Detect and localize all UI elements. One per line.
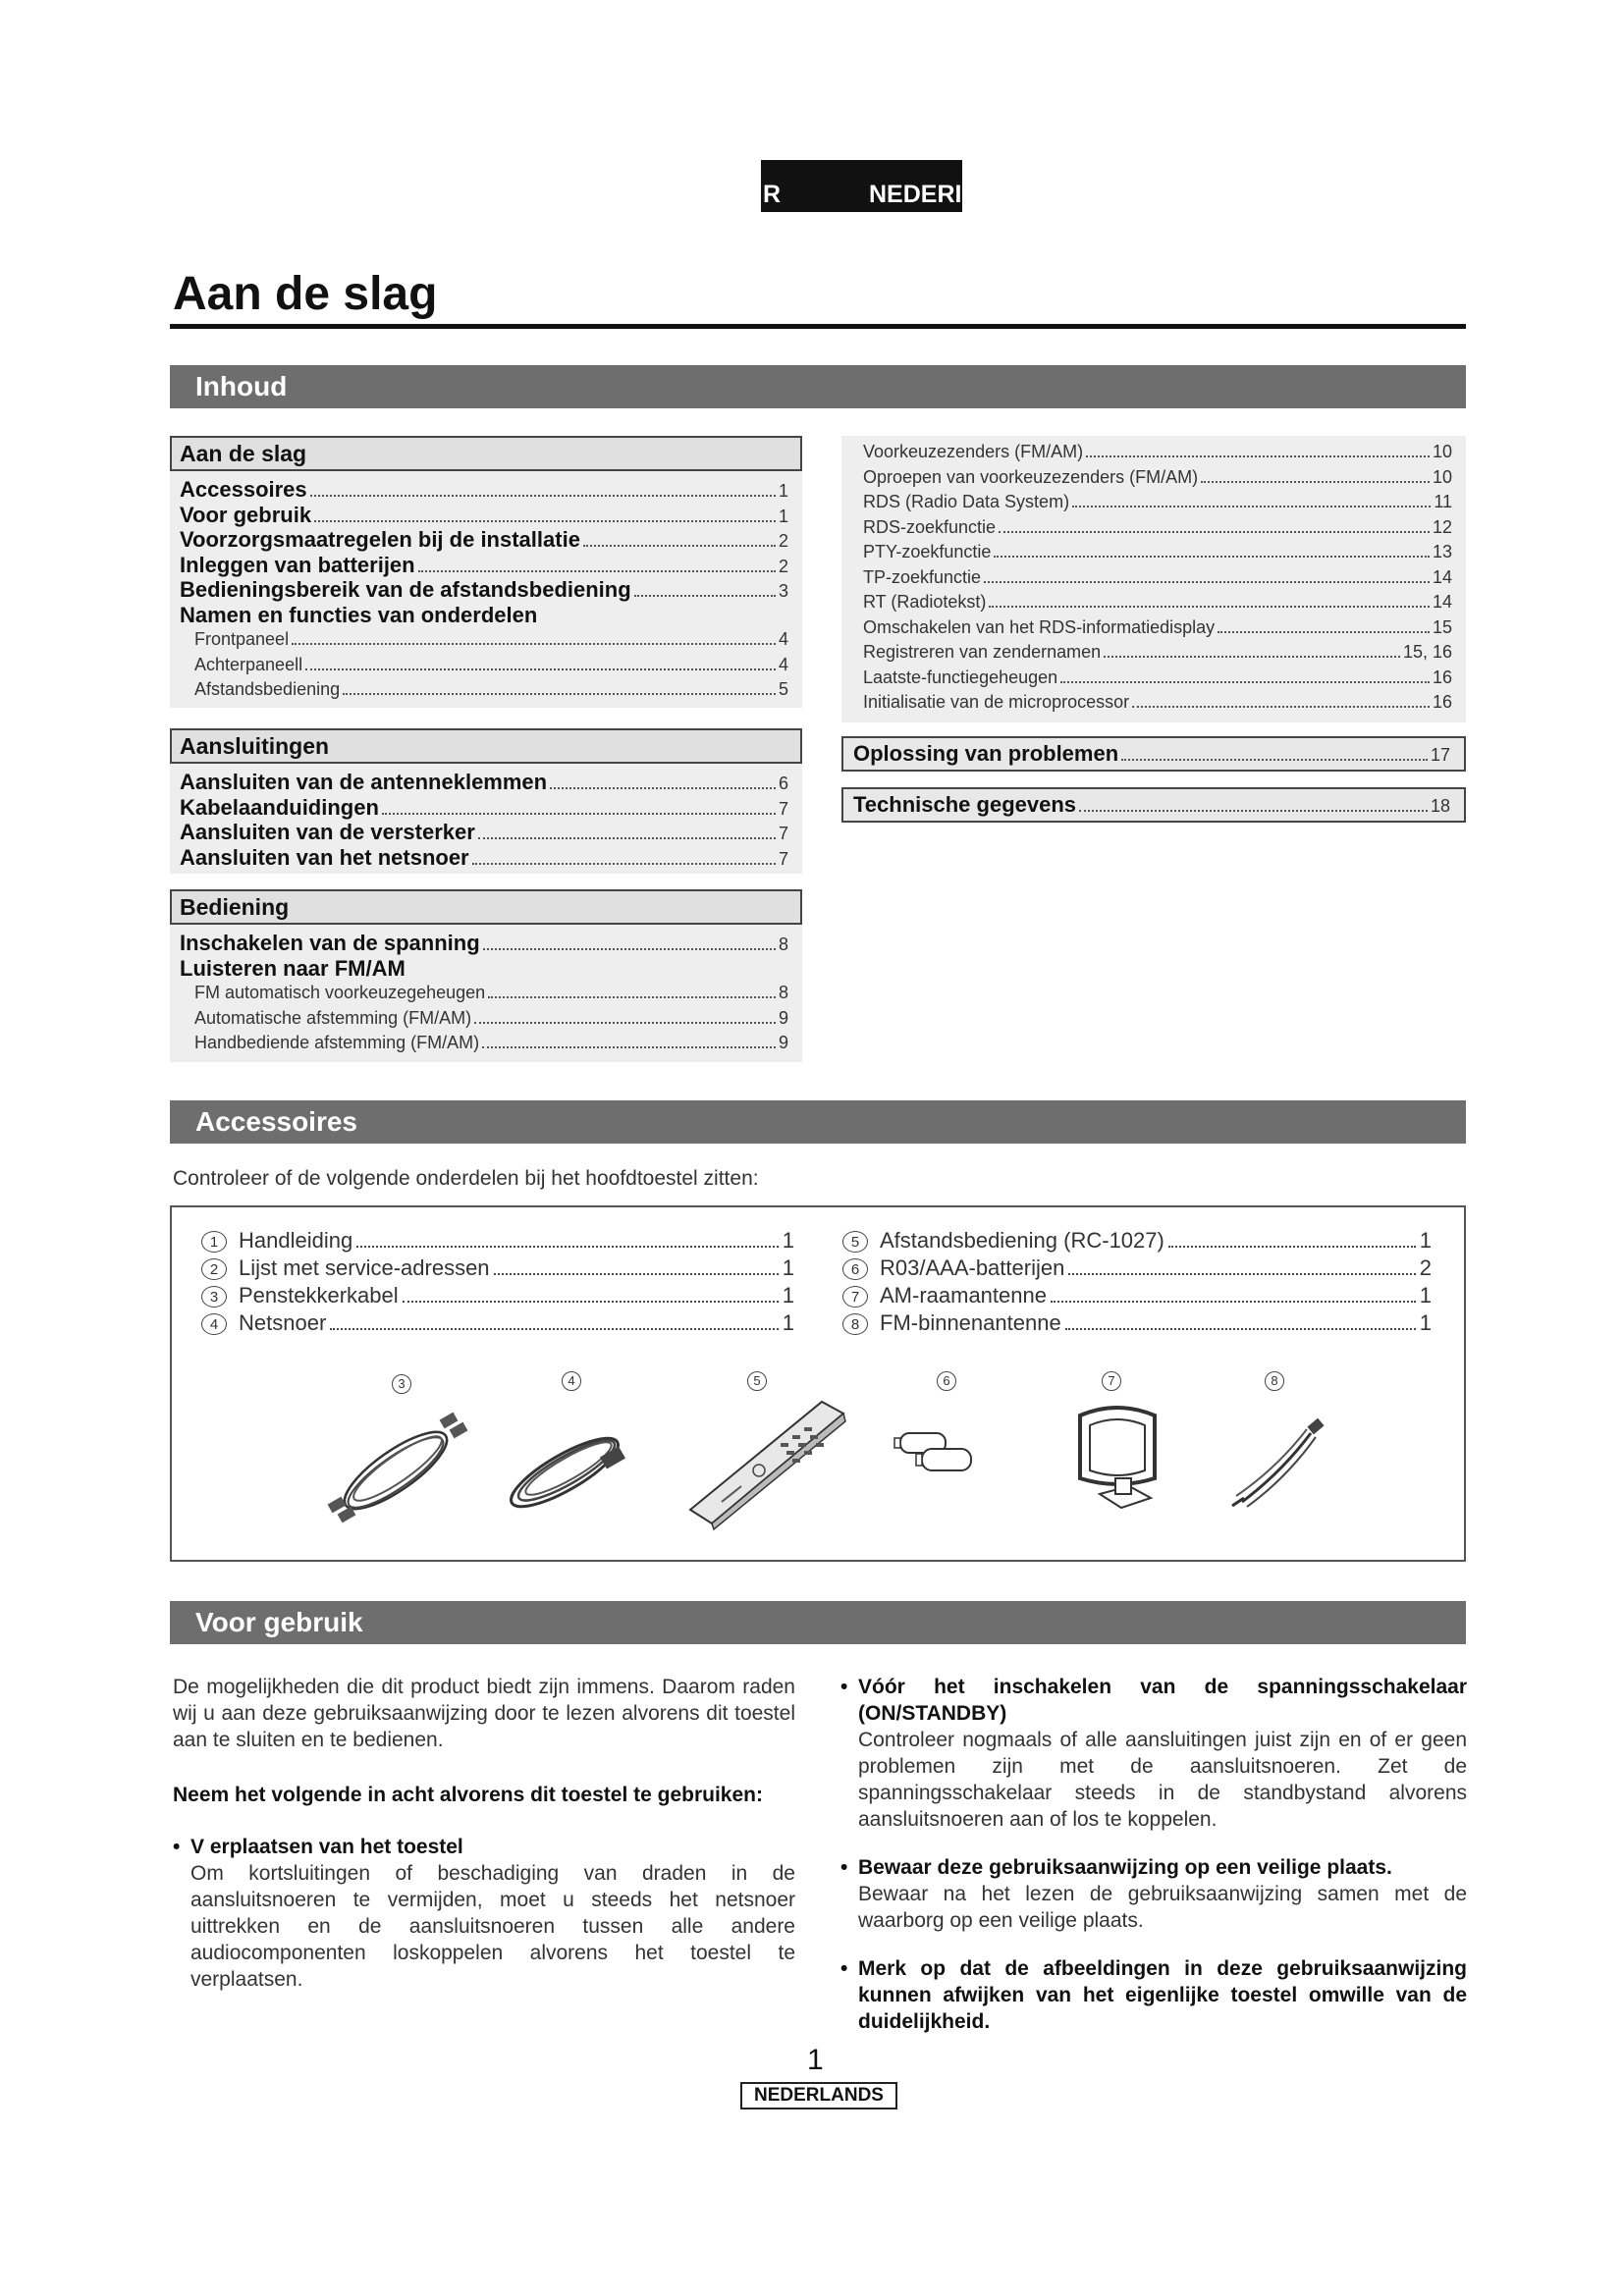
accessory-label: Penstekkerkabel <box>239 1283 399 1308</box>
bullet-title: Merk op dat de afbeeldingen in deze gebruiksaanwijzing kunnen afwijken van het eigenlijke toestel omwille van de duidelijkheid. <box>858 1957 1467 2033</box>
toc-dots <box>583 545 776 547</box>
accessory-quantity: 1 <box>1419 1283 1432 1308</box>
toc-entry-label: Aansluiten van de versterker <box>180 820 475 844</box>
toc-entry-label: Automatische afstemming (FM/AM) <box>194 1007 472 1028</box>
toc-entry-label: Kabelaanduidingen <box>180 794 379 820</box>
accessory-dots <box>1051 1301 1416 1303</box>
toc-dots <box>292 643 776 645</box>
figure-label: 3 <box>392 1374 411 1394</box>
accessory-label: AM-raamantenne <box>880 1283 1047 1308</box>
accessory-item <box>842 1255 1432 1282</box>
toc-dots <box>550 787 776 789</box>
toc-dots <box>984 581 1430 583</box>
toc-entry-page: 1 <box>778 506 788 526</box>
toc-entry-page: 11 <box>1434 492 1452 511</box>
figure-label: 4 <box>562 1371 581 1391</box>
toc-dots <box>1201 481 1430 483</box>
accessory-dots <box>330 1328 778 1330</box>
language-tab <box>761 160 962 212</box>
title-rule <box>170 324 1466 329</box>
toc-entry-page: 16 <box>1432 692 1452 712</box>
accessory-number: 5 <box>842 1231 868 1253</box>
toc-entry-page: 5 <box>778 679 788 699</box>
toc-entry[interactable] <box>841 540 1466 565</box>
accessory-number: 8 <box>842 1313 868 1335</box>
toc-entry-page: 3 <box>778 581 788 601</box>
toc-dots <box>482 1046 776 1048</box>
figure-label: 7 <box>1102 1371 1121 1391</box>
toc-entry[interactable] <box>841 465 1466 491</box>
bullet-text: Bewaar na het lezen de gebruiksaanwijzing samen met de waarborg op een veilige plaats. <box>858 1883 1467 1932</box>
toc-entry-page: 9 <box>778 1033 788 1052</box>
toc-entry-page: 10 <box>1432 466 1452 487</box>
toc-entry-page: 1 <box>778 481 788 501</box>
accessory-number: 2 <box>201 1258 227 1280</box>
toc-entry-label: Afstandsbediening <box>194 679 341 699</box>
toc-entry-label: Initialisatie van de microprocessor <box>863 692 1130 712</box>
toc-entry-page: 15 <box>1432 616 1452 637</box>
toc-dots <box>1060 681 1430 683</box>
accessory-label: Lijst met service-adressen <box>239 1255 490 1280</box>
accessory-number: 3 <box>201 1286 227 1308</box>
toc-dots <box>634 595 776 597</box>
toc-entry-page: 8 <box>778 934 788 954</box>
toc-dots <box>478 837 776 839</box>
toc-entry[interactable] <box>170 795 802 821</box>
toc-dots <box>1079 810 1428 812</box>
remote-control-illustration <box>682 1394 859 1531</box>
accessory-quantity: 1 <box>782 1283 794 1308</box>
toc-entry[interactable] <box>841 666 1466 691</box>
toc-entry-page: 8 <box>778 983 788 1002</box>
accessory-label: Netsnoer <box>239 1310 327 1335</box>
toc-entry-page: 17 <box>1430 745 1450 765</box>
toc-entry-label: Inschakelen van de spanning <box>180 931 480 955</box>
figure-label: 6 <box>937 1371 956 1391</box>
accessory-dots <box>356 1246 779 1248</box>
figure-label: 8 <box>1265 1371 1284 1391</box>
language-tab-right: NEDERI <box>869 181 962 208</box>
toc-entry-page: 9 <box>778 1007 788 1028</box>
toc-heading: Bediening <box>170 889 802 925</box>
toc-entry-page: 14 <box>1432 566 1452 587</box>
toc-dots <box>1121 759 1428 761</box>
accessory-quantity: 1 <box>1419 1310 1432 1335</box>
voor-gebruik-notice: Neem het volgende in acht alvorens dit toestel te gebruiken: <box>173 1784 763 1806</box>
toc-entry[interactable] <box>841 615 1466 641</box>
toc-dots <box>382 813 776 815</box>
toc-entry[interactable] <box>841 515 1466 541</box>
toc-entry-label: Voor gebruik <box>180 502 312 527</box>
accessory-quantity: 1 <box>1419 1228 1432 1253</box>
page-number: 1 <box>807 2044 824 2076</box>
toc-dots <box>1218 631 1430 633</box>
bullet-heading: • V erplaatsen van het toestel <box>173 1836 463 1858</box>
accessory-item <box>201 1282 794 1309</box>
toc-entry[interactable] <box>170 627 802 653</box>
toc-entry[interactable] <box>170 956 802 982</box>
toc-entry-label: TP-zoekfunctie <box>863 566 982 587</box>
toc-entry-label: Registreren van zendernamen <box>863 642 1102 662</box>
toc-entry[interactable] <box>170 677 802 703</box>
toc-entry-page: 13 <box>1432 542 1452 561</box>
accessory-label: Afstandsbediening (RC-1027) <box>880 1228 1164 1253</box>
bullet-heading: • Bewaar deze gebruiksaanwijzing op een veilige plaats. <box>840 1856 1392 1879</box>
section-bar-voor-gebruik: Voor gebruik <box>170 1601 1466 1644</box>
toc-group-bediening <box>170 889 802 1062</box>
accessory-number: 1 <box>201 1231 227 1253</box>
toc-entry[interactable] <box>843 789 1464 821</box>
toc-entry-label: Accessoires <box>180 477 307 502</box>
toc-entry[interactable] <box>841 590 1466 615</box>
accessory-dots <box>1065 1328 1416 1330</box>
accessories-box <box>170 1205 1466 1562</box>
toc-entry-label: RT (Radiotekst) <box>863 592 987 612</box>
toc-group-aan-de-slag <box>170 436 802 708</box>
toc-entry[interactable] <box>170 577 802 603</box>
toc-entry-label: Frontpaneel <box>194 629 290 649</box>
accessory-item <box>201 1255 794 1282</box>
toc-dots <box>418 570 776 572</box>
toc-entry[interactable] <box>841 640 1466 666</box>
pin-cable-illustration <box>319 1404 476 1531</box>
page-title: Aan de slag <box>173 268 438 320</box>
toc-entry-label: RDS (Radio Data System) <box>863 492 1070 511</box>
toc-entry-label: RDS-zoekfunctie <box>863 516 997 537</box>
toc-entry-page: 7 <box>778 798 788 819</box>
toc-entry-page: 10 <box>1432 442 1452 461</box>
accessory-item <box>842 1227 1432 1255</box>
toc-entry[interactable] <box>170 1031 802 1056</box>
bullet-heading: • Merk op dat de afbeeldingen in deze gebruiksaanwijzing kunnen afwijken van het eigenlijke toestel omwille van de duidelijkheid. <box>840 1957 1467 2033</box>
bullet-title: Vóór het inschakelen van de spanningsschakelaar (ON/STANDBY) <box>858 1676 1467 1725</box>
toc-entry-label: Voorzorgsmaatregelen bij de installatie <box>180 527 580 552</box>
toc-entry[interactable] <box>843 738 1464 770</box>
toc-entry[interactable] <box>170 1006 802 1032</box>
batteries-illustration <box>889 1423 987 1492</box>
toc-dots <box>1086 455 1430 457</box>
toc-dots <box>474 1022 776 1024</box>
toc-entry[interactable] <box>841 565 1466 591</box>
toc-dots <box>314 520 776 522</box>
toc-entry[interactable] <box>170 653 802 678</box>
toc-group-aansluitingen <box>170 728 802 874</box>
toc-entry-label: FM automatisch voorkeuzegeheugen <box>194 983 486 1002</box>
toc-entry-label: Namen en functies van onderdelen <box>180 602 538 627</box>
toc-entry-page: 2 <box>778 531 788 551</box>
accessoires-intro: Controleer of de volgende onderdelen bij het hoofdtoestel zitten: <box>173 1167 759 1190</box>
bullet-text: Om kortsluitingen of beschadiging van draden in de aansluitsnoeren te vermijden, moet u steeds het netsnoer uittrekken en de aansluitsnoeren tussen alle andere audiocomponenten loskoppelen alvorens het toestel te verplaatsen. <box>190 1862 795 1991</box>
toc-entry-page: 15, 16 <box>1402 642 1452 662</box>
toc-entry[interactable] <box>170 770 802 795</box>
voor-gebruik-intro: De mogelijkheden die dit product biedt zijn immens. Daarom raden wij u aan deze gebruiksaanwijzing door te lezen alvorens dit toestel aan te sluiten en te bedienen. <box>173 1676 795 1751</box>
footer-language-tag: NEDERLANDS <box>740 2082 897 2109</box>
toc-entry-page: 18 <box>1430 796 1450 816</box>
toc-dots <box>999 531 1430 533</box>
toc-dots <box>994 556 1430 558</box>
toc-entry[interactable] <box>841 690 1466 716</box>
toc-dots <box>472 863 776 865</box>
voor-gebruik-right-column <box>840 1674 1467 2035</box>
bullet-title: V erplaatsen van het toestel <box>190 1836 463 1858</box>
accessory-quantity: 1 <box>782 1255 794 1280</box>
toc-entry-label: Oproepen van voorkeuzezenders (FM/AM) <box>863 466 1199 487</box>
accessory-number: 6 <box>842 1258 868 1280</box>
accessory-item <box>201 1309 794 1337</box>
accessory-label: Handleiding <box>239 1228 353 1253</box>
power-cord-illustration <box>496 1404 653 1531</box>
accessory-item <box>842 1282 1432 1309</box>
toc-entry-label: Omschakelen van het RDS-informatiedisplay <box>863 616 1216 637</box>
accessory-number: 7 <box>842 1286 868 1308</box>
accessory-dots <box>1068 1273 1415 1275</box>
toc-dots <box>989 606 1430 608</box>
toc-entry[interactable] <box>170 845 802 871</box>
voor-gebruik-left-column <box>173 1674 795 1993</box>
accessory-quantity: 1 <box>782 1228 794 1253</box>
bullet-heading: • Vóór het inschakelen van de spanningsschakelaar (ON/STANDBY) <box>840 1676 1467 1725</box>
toc-entry[interactable] <box>170 477 802 503</box>
accessory-number: 4 <box>201 1313 227 1335</box>
accessory-item <box>201 1227 794 1255</box>
toc-dots <box>305 668 776 670</box>
am-loop-antenna-illustration <box>1060 1396 1178 1523</box>
toc-dots <box>488 996 776 998</box>
toc-entry[interactable] <box>170 820 802 845</box>
toc-technische <box>841 787 1466 823</box>
toc-dots <box>1104 656 1400 658</box>
toc-entry-label: Achterpaneell <box>194 654 303 674</box>
toc-entry[interactable] <box>170 931 802 956</box>
accessory-dots <box>494 1273 779 1275</box>
accessory-quantity: 1 <box>782 1310 794 1335</box>
toc-entry-page: 7 <box>778 848 788 869</box>
toc-entry-label: Aansluiten van de antenneklemmen <box>180 770 548 794</box>
toc-entry-label: Oplossing van problemen <box>853 741 1119 766</box>
toc-entry-page: 4 <box>778 629 788 649</box>
toc-entry[interactable] <box>170 981 802 1006</box>
accessory-label: R03/AAA-batterijen <box>880 1255 1065 1280</box>
toc-oplossing <box>841 736 1466 772</box>
section-bar-inhoud: Inhoud <box>170 365 1466 408</box>
toc-entry-page: 14 <box>1432 592 1452 612</box>
bullet-title: Bewaar deze gebruiksaanwijzing op een veilige plaats. <box>858 1856 1392 1879</box>
accessory-dots <box>403 1301 779 1303</box>
toc-dots <box>1072 506 1431 507</box>
accessory-label: FM-binnenantenne <box>880 1310 1061 1335</box>
bullet-text: Controleer nogmaals of alle aansluitingen juist zijn en of er geen problemen zijn met de aansluitsnoeren. Zet de spanningsschakelaar steeds in de standbystand alvorens aansluitsnoeren aan of los te koppelen. <box>858 1729 1467 1831</box>
toc-entry-page: 16 <box>1432 667 1452 687</box>
accessory-item <box>842 1309 1432 1337</box>
toc-entry[interactable] <box>170 527 802 553</box>
fm-indoor-antenna-illustration <box>1222 1404 1340 1522</box>
toc-entry-label: Bedieningsbereik van de afstandsbediening <box>180 577 631 602</box>
toc-entry-page: 7 <box>778 824 788 843</box>
toc-dots <box>483 948 776 950</box>
toc-entry-label: Inleggen van batterijen <box>180 552 415 577</box>
toc-entry-page: 6 <box>778 774 788 793</box>
language-tab-left: R <box>763 181 782 208</box>
toc-heading: Aan de slag <box>170 436 802 471</box>
toc-entry-label: Handbediende afstemming (FM/AM) <box>194 1033 480 1052</box>
toc-entry[interactable] <box>170 503 802 528</box>
toc-entry[interactable] <box>841 490 1466 515</box>
figure-label: 5 <box>747 1371 767 1391</box>
toc-entry[interactable] <box>841 440 1466 465</box>
toc-dots <box>310 495 776 497</box>
toc-dots <box>343 693 776 695</box>
accessory-quantity: 2 <box>1419 1255 1432 1280</box>
toc-entry-label: PTY-zoekfunctie <box>863 542 992 561</box>
toc-entry-page: 12 <box>1432 516 1452 537</box>
toc-entry[interactable] <box>170 553 802 578</box>
toc-entry-label: Luisteren naar FM/AM <box>180 955 406 981</box>
toc-entry-label: Technische gegevens <box>853 792 1077 817</box>
toc-entry-label: Aansluiten van het netsnoer <box>180 844 469 870</box>
toc-dots <box>1132 706 1430 708</box>
accessory-dots <box>1168 1246 1416 1248</box>
toc-group-right <box>841 436 1466 722</box>
toc-entry-label: Laatste-functiegeheugen <box>863 667 1058 687</box>
toc-entry-page: 4 <box>778 654 788 674</box>
toc-entry-label: Voorkeuzezenders (FM/AM) <box>863 442 1084 461</box>
toc-entry[interactable] <box>170 603 802 628</box>
section-bar-accessoires: Accessoires <box>170 1100 1466 1144</box>
toc-entry-page: 2 <box>778 556 788 576</box>
toc-heading: Aansluitingen <box>170 728 802 764</box>
